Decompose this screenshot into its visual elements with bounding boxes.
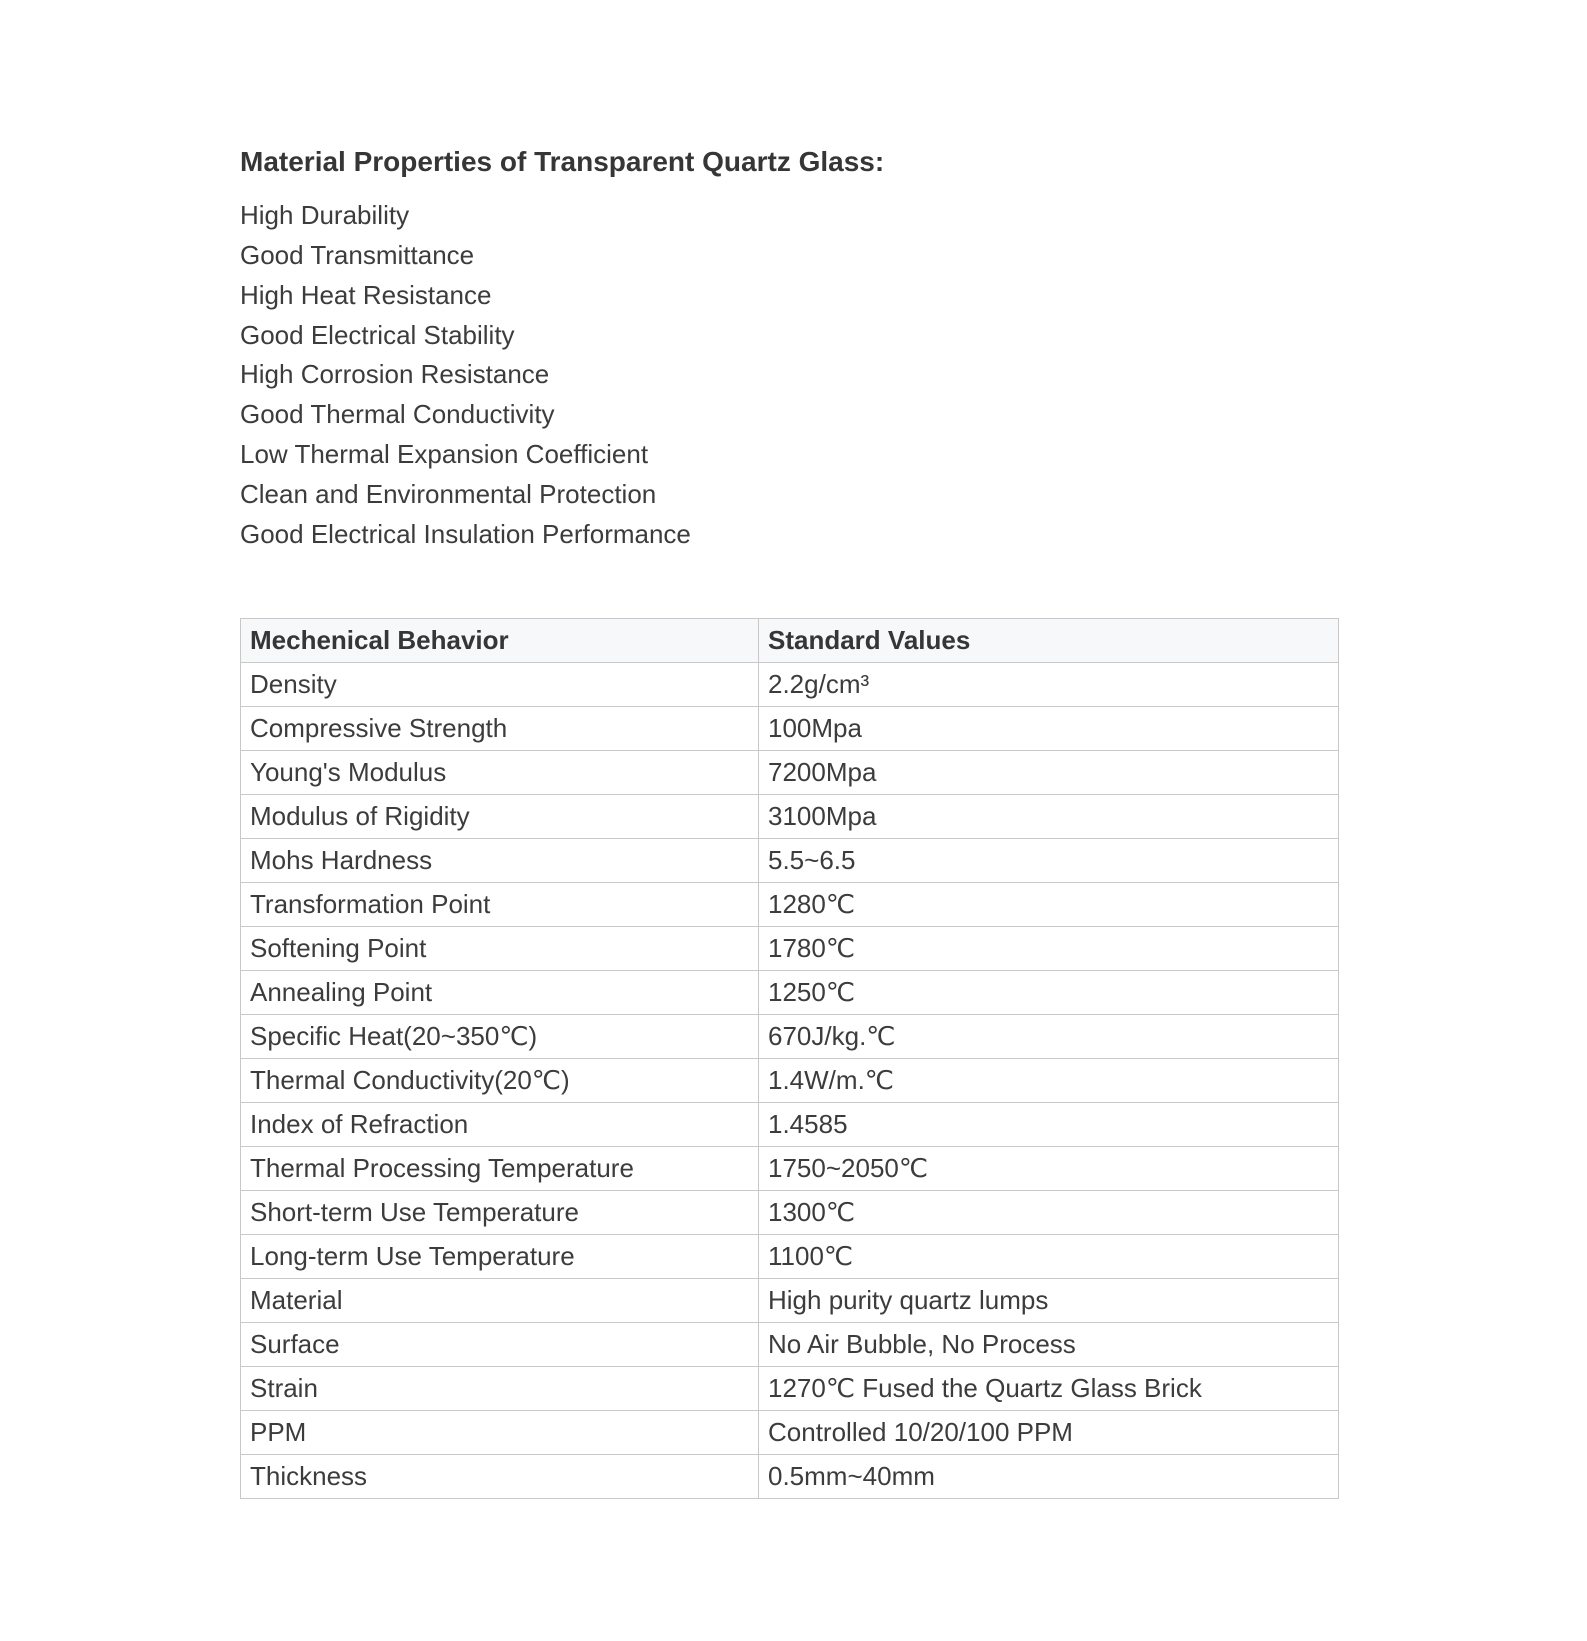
feature-list: [240, 196, 1338, 554]
property-name-cell: Transformation Point: [241, 883, 759, 927]
property-name-cell: Material: [241, 1279, 759, 1323]
property-name-cell: Thermal Processing Temperature: [241, 1147, 759, 1191]
table-row: [241, 927, 1339, 971]
property-name-cell: Mohs Hardness: [241, 839, 759, 883]
property-value-cell: 1780℃: [759, 927, 1339, 971]
feature-item: Good Transmittance: [240, 239, 475, 270]
property-value-cell: 1280℃: [759, 883, 1339, 927]
table-row: [241, 751, 1339, 795]
property-value-cell: 100Mpa: [759, 707, 1339, 751]
table-header-row: [241, 619, 1339, 663]
property-value-cell: 0.5mm~40mm: [759, 1455, 1339, 1499]
feature-item: High Durability: [240, 200, 410, 231]
property-name-cell: Short-term Use Temperature: [241, 1191, 759, 1235]
header-mechenical-behavior: Mechenical Behavior: [241, 619, 759, 663]
document-content: [240, 146, 1338, 1499]
table-row: [241, 1191, 1339, 1235]
property-value-cell: 1.4585: [759, 1103, 1339, 1147]
property-value-cell: 1100℃: [759, 1235, 1339, 1279]
table-row: [241, 971, 1339, 1015]
property-value-cell: Controlled 10/20/100 PPM: [759, 1411, 1339, 1455]
table-row: [241, 795, 1339, 839]
property-value-cell: 1250℃: [759, 971, 1339, 1015]
table-row: [241, 1059, 1339, 1103]
feature-item: High Heat Resistance: [240, 279, 492, 310]
property-value-cell: No Air Bubble, No Process: [759, 1323, 1339, 1367]
property-name-cell: Modulus of Rigidity: [241, 795, 759, 839]
property-name-cell: Thermal Conductivity(20℃): [241, 1059, 759, 1103]
property-value-cell: 3100Mpa: [759, 795, 1339, 839]
property-value-cell: 1750~2050℃: [759, 1147, 1339, 1191]
property-name-cell: Softening Point: [241, 927, 759, 971]
table-row: [241, 1279, 1339, 1323]
property-value-cell: 1.4W/m.℃: [759, 1059, 1339, 1103]
feature-item: High Corrosion Resistance: [240, 359, 550, 390]
table-row: [241, 1235, 1339, 1279]
table-row: [241, 1103, 1339, 1147]
property-name-cell: Young's Modulus: [241, 751, 759, 795]
property-name-cell: Thickness: [241, 1455, 759, 1499]
table-row: [241, 1367, 1339, 1411]
property-name-cell: Strain: [241, 1367, 759, 1411]
property-name-cell: Compressive Strength: [241, 707, 759, 751]
header-standard-values: Standard Values: [759, 619, 1339, 663]
feature-item: Low Thermal Expansion Coefficient: [240, 438, 649, 469]
property-name-cell: PPM: [241, 1411, 759, 1455]
feature-item: Good Thermal Conductivity: [240, 399, 555, 430]
property-value-cell: 1270℃ Fused the Quartz Glass Brick: [759, 1367, 1339, 1411]
property-name-cell: Density: [241, 663, 759, 707]
material-properties-table: [240, 618, 1339, 1499]
property-name-cell: Surface: [241, 1323, 759, 1367]
property-value-cell: 5.5~6.5: [759, 839, 1339, 883]
table-row: [241, 1455, 1339, 1499]
feature-item: Good Electrical Insulation Performance: [240, 518, 691, 549]
property-name-cell: Annealing Point: [241, 971, 759, 1015]
table-row: [241, 1147, 1339, 1191]
table-row: [241, 1015, 1339, 1059]
table-row: [241, 663, 1339, 707]
property-value-cell: High purity quartz lumps: [759, 1279, 1339, 1323]
page-title: Material Properties of Transparent Quartz Glass:: [240, 146, 885, 177]
property-name-cell: Long-term Use Temperature: [241, 1235, 759, 1279]
table-row: [241, 1323, 1339, 1367]
feature-item: Clean and Environmental Protection: [240, 478, 657, 509]
property-value-cell: 7200Mpa: [759, 751, 1339, 795]
table-row: [241, 707, 1339, 751]
property-value-cell: 1300℃: [759, 1191, 1339, 1235]
property-name-cell: Specific Heat(20~350℃): [241, 1015, 759, 1059]
property-name-cell: Index of Refraction: [241, 1103, 759, 1147]
table-row: [241, 1411, 1339, 1455]
feature-item: Good Electrical Stability: [240, 319, 515, 350]
property-value-cell: 2.2g/cm³: [759, 663, 1339, 707]
table-row: [241, 839, 1339, 883]
property-value-cell: 670J/kg.℃: [759, 1015, 1339, 1059]
table-row: [241, 883, 1339, 927]
